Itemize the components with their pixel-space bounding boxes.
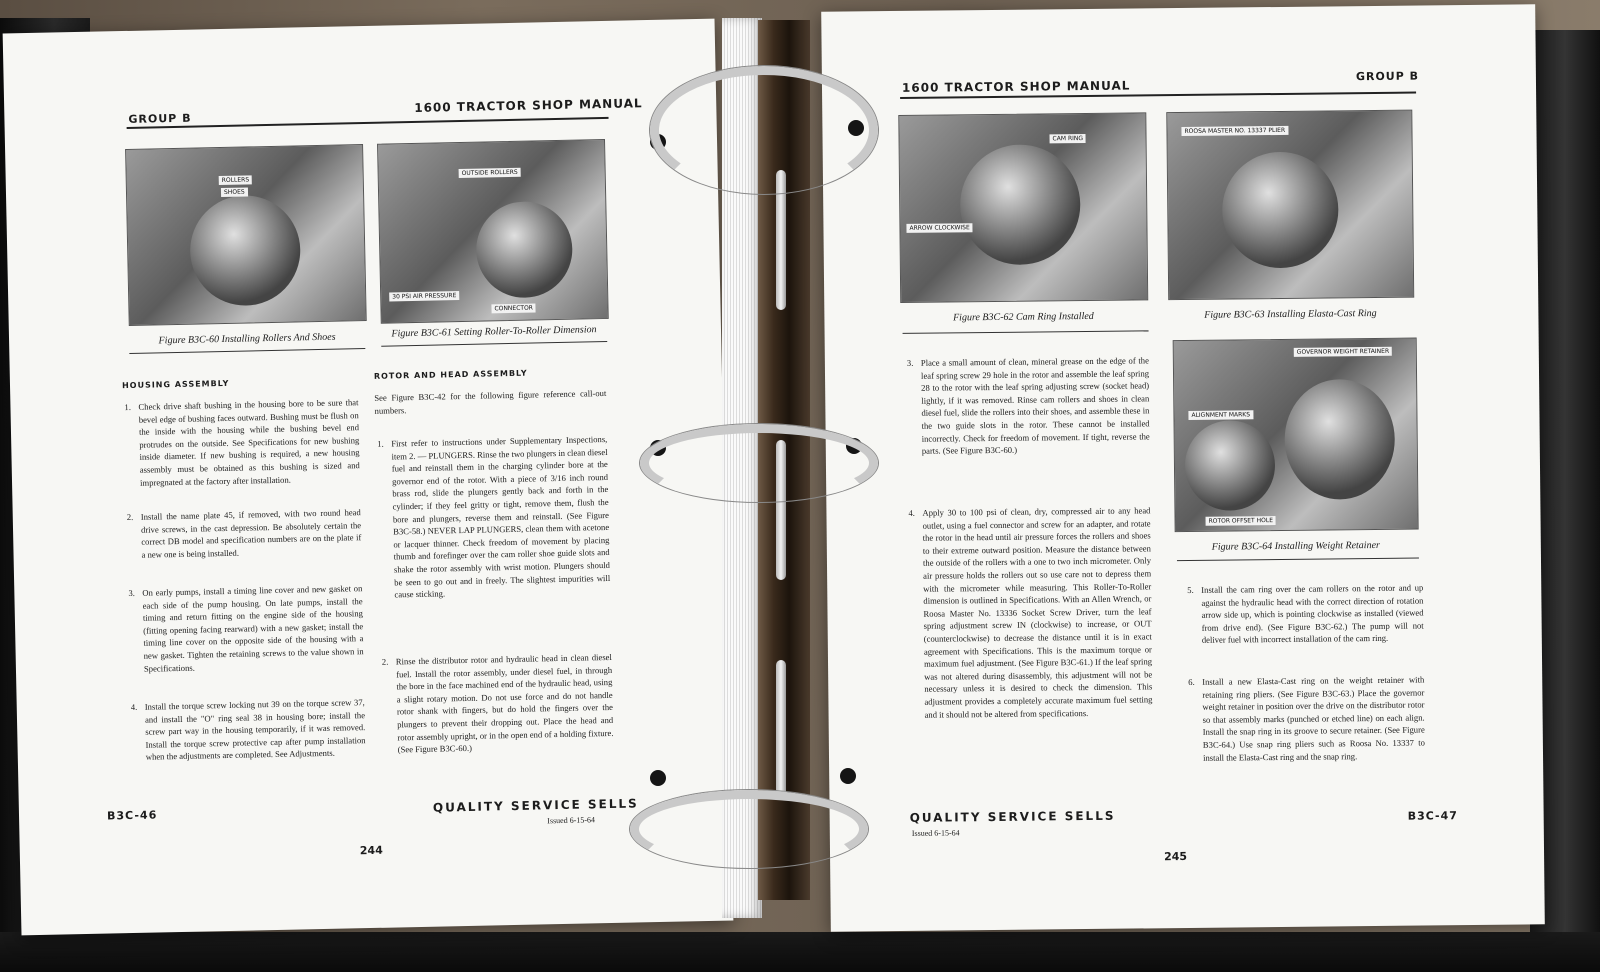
figure-caption: Figure B3C-64 Installing Weight Retainer bbox=[1211, 539, 1380, 553]
figure-b3c-62-photo bbox=[898, 112, 1148, 303]
figure-label: SHOES bbox=[221, 187, 248, 197]
figure-caption: Figure B3C-61 Setting Roller-To-Roller Dimension bbox=[391, 324, 597, 340]
figure-label: CONNECTOR bbox=[491, 303, 536, 313]
figure-label: 30 PSI AIR PRESSURE bbox=[389, 291, 459, 301]
right-group-label: GROUP B bbox=[1355, 69, 1420, 84]
figure-label: ROOSA MASTER NO. 13337 PLIER bbox=[1181, 126, 1288, 136]
right-page bbox=[821, 4, 1545, 931]
housing-step-4: 4. Install the torque screw locking nut 39 on the torque screw 37, and install the "O" ring seal 38 in housing bore; install the screw part way in the housing temporarily, if it was removed. Install the torque screw protective cap after pump installation when the adjustments are completed. See Adjustments. bbox=[130, 697, 366, 763]
punch-hole bbox=[840, 768, 856, 784]
rotor-head-assembly-heading: ROTOR AND HEAD ASSEMBLY bbox=[373, 368, 528, 381]
left-page-number: 244 bbox=[359, 843, 383, 858]
step-4: 4. Apply 30 to 100 psi of clean, dry, compressed air to any head outlet, using a fuel connector and screw for an adapter, and rotate the rotor in the head until air pressure forces the rollers and shoes to their extreme outward position. Measure the distance between the outside of the rollers with a one to two inch micrometer. Only air pressure holds the rollers out so use care not to depress them with the micrometer while measuring. This Roller-To-Roller dimension is outlined in Specifications. With an Allen Wrench, or Roosa Master No. 13336 Socket Screw Driver, turn the leaf spring adjustment screw IN (clockwise) to increase, or OUT (counterclockwise) to decrease the distance until it is in exact agreement with Specifications. This is the maximum torque or maximum fuel adjustment. (See Figure B3C-61.) If the leaf spring was not altered during disassembly, this adjustment will not be necessary unless it is desired to check the dimension. This adjustment provides a completely accurate maximum fuel setting and it should not be altered from specifications. bbox=[908, 505, 1153, 720]
rotor-closeup-image bbox=[1185, 420, 1276, 511]
housing-assembly-heading: HOUSING ASSEMBLY bbox=[121, 378, 230, 391]
left-footer-slogan: QUALITY SERVICE SELLS bbox=[432, 796, 639, 815]
rotor-step-2: 2. Rinse the distributor rotor and hydraulic head in clean diesel fuel. Install the rotor assembly, under diesel fuel, in through the bore in the face machined end of the hydraulic head, using a slight rotary motion. Do not use force and do not handle rotor shank with fingers, but do hold the fingers over the plungers to prevent their dropping out. Place the head and rotor assembly upright, or in the open end of a holding fixture. (See Figure B3C-60.) bbox=[381, 651, 614, 755]
right-page-number: 245 bbox=[1164, 849, 1188, 864]
figure-label: ARROW CLOCKWISE bbox=[906, 223, 972, 233]
right-manual-title: 1600 TRACTOR SHOP MANUAL bbox=[901, 78, 1131, 95]
binder-ring-top bbox=[650, 66, 878, 194]
housing-step-2: 2. Install the name plate 45, if removed, with two round head drive screws, in the cast depression. Be absolutely certain the correct DB model and specification numbers are on the plate if a new one is being installed. bbox=[126, 507, 362, 560]
binder-cover-bottom bbox=[0, 932, 1600, 972]
figure-caption: Figure B3C-62 Cam Ring Installed bbox=[952, 310, 1094, 324]
rotor-intro: See Figure B3C-42 for the following figure reference call-out numbers. bbox=[374, 387, 607, 416]
housing-step-3: 3. On early pumps, install a timing line cover and new gasket on each side of the pump housing. On late pumps, install the timing and return fitting on the engine side of the housing (fitting opening facing rearward) with a new gasket; install the timing line cover on the opposite side of the housing with a new gasket. Tighten the retaining screws to the value shown in Specifications. bbox=[128, 583, 364, 674]
spine-slot bbox=[776, 660, 786, 800]
step-3: 3. Place a small amount of clean, mineral grease on the edge of the leaf spring screw 29 hole in the rotor and assemble the leaf spring 28 to the rotor with the leaf spring adjusting screw (socket head) lightly, if it was removed. Rinse cam rollers and shoes in clean diesel fuel, slide the rollers into their shoes, and assemble these in the two guide slots in the rotor. These cannot be installed incorrectly. Check for freedom of movement. If tight, reverse the parts. (See Figure B3C-60.) bbox=[906, 355, 1150, 456]
caption-rule bbox=[1177, 558, 1419, 562]
rotor-step-1: 1. First refer to instructions under Supplementary Inspections, item 2. — PLUNGERS. Rinse the two plungers in clean diesel fuel and reinstall them in the charging cylinder bore at the governor end of the rotor. With a piece of 3/16 inch round brass rod, slide the plungers gently back and forth in the cylinder; if they feel gritty or tight, remove them, flush the bore and plungers, reverse them and reinstall. (See Figure B3C-58.) NEVER LAP PLUNGERS, clean them with acetone or lacquer thinner. Check freedom of movement by placing thumb and forefinger over the cam roller shoe guide slots and shake the rotor assembly with wrist motion. Plungers should be seen to go out and in freely. The slightest impurities will cause sticking. bbox=[377, 433, 611, 600]
step-5: 5. Install the cam ring over the cam rollers on the rotor and up against the hydraulic head with the correct direction of rotation arrow side up, which is pointing clockwise as installed (viewed from drive end). (See Figure B3C-62.) The pump will not deliver fuel with incorrect installation of the cam ring. bbox=[1187, 582, 1424, 646]
figure-label: CAM RING bbox=[1049, 134, 1086, 143]
right-footer-slogan: QUALITY SERVICE SELLS bbox=[909, 808, 1116, 825]
pump-rotor-image bbox=[189, 194, 301, 306]
elasta-cast-ring-image bbox=[1222, 151, 1339, 268]
step-6: 6. Install a new Elasta-Cast ring on the weight retainer with retaining ring pliers. (See Figure B3C-63.) Place the governor weight retainer in position over the drive on the distributor rotor so that assembly marks (punched or etched line) on each align. Install the snap ring in its groove to secure retainer. (See Figure B3C-64.) Use snap ring pliers such as Roosa No. 13337 to install the Elasta-Cast ring and the snap ring. bbox=[1188, 674, 1425, 763]
left-group-label: GROUP B bbox=[128, 111, 192, 126]
housing-step-1: 1. Check drive shaft bushing in the housing bore to be sure that bevel edge of bushing faces outward. Bushing must be flush on the inside with the housing while the bushing bevel end protrudes on the outside. See Specifications for new bushing inside diameter. If new bushing is required, a new housing assembly must be obtained as this bushing is sized and impregnated at the factory after installation. bbox=[124, 397, 360, 488]
punch-hole bbox=[650, 770, 666, 786]
figure-b3c-64-photo bbox=[1173, 338, 1419, 533]
right-issued-date: Issued 6-15-64 bbox=[911, 828, 960, 838]
caption-rule bbox=[903, 330, 1149, 334]
weight-retainer-image bbox=[1284, 379, 1395, 500]
figure-label: ALIGNMENT MARKS bbox=[1188, 410, 1253, 420]
left-header-rule bbox=[127, 117, 609, 129]
cam-ring-image bbox=[960, 144, 1081, 265]
binder-ring-bottom bbox=[630, 790, 868, 868]
figure-caption: Figure B3C-63 Installing Elasta-Cast Ring bbox=[1204, 307, 1377, 321]
figure-label: ROTOR OFFSET HOLE bbox=[1206, 516, 1277, 526]
figure-caption: Figure B3C-60 Installing Rollers And Shoes bbox=[158, 331, 336, 347]
left-page bbox=[3, 19, 734, 936]
binder-ring-middle bbox=[640, 424, 878, 502]
figure-b3c-61-photo bbox=[377, 139, 609, 324]
figure-b3c-60-photo bbox=[125, 144, 367, 326]
left-page-code: B3C-46 bbox=[106, 808, 158, 823]
figure-label: GOVERNOR WEIGHT RETAINER bbox=[1294, 347, 1392, 357]
pump-head-image bbox=[475, 201, 573, 299]
figure-label: ROLLERS bbox=[219, 175, 253, 185]
figure-b3c-63-photo bbox=[1166, 110, 1414, 301]
caption-rule bbox=[381, 341, 607, 347]
right-page-code: B3C-47 bbox=[1407, 809, 1458, 823]
figure-label: OUTSIDE ROLLERS bbox=[459, 168, 521, 178]
caption-rule bbox=[129, 348, 365, 354]
left-issued-date: Issued 6-15-64 bbox=[547, 815, 596, 826]
left-manual-title: 1600 TRACTOR SHOP MANUAL bbox=[414, 96, 643, 115]
